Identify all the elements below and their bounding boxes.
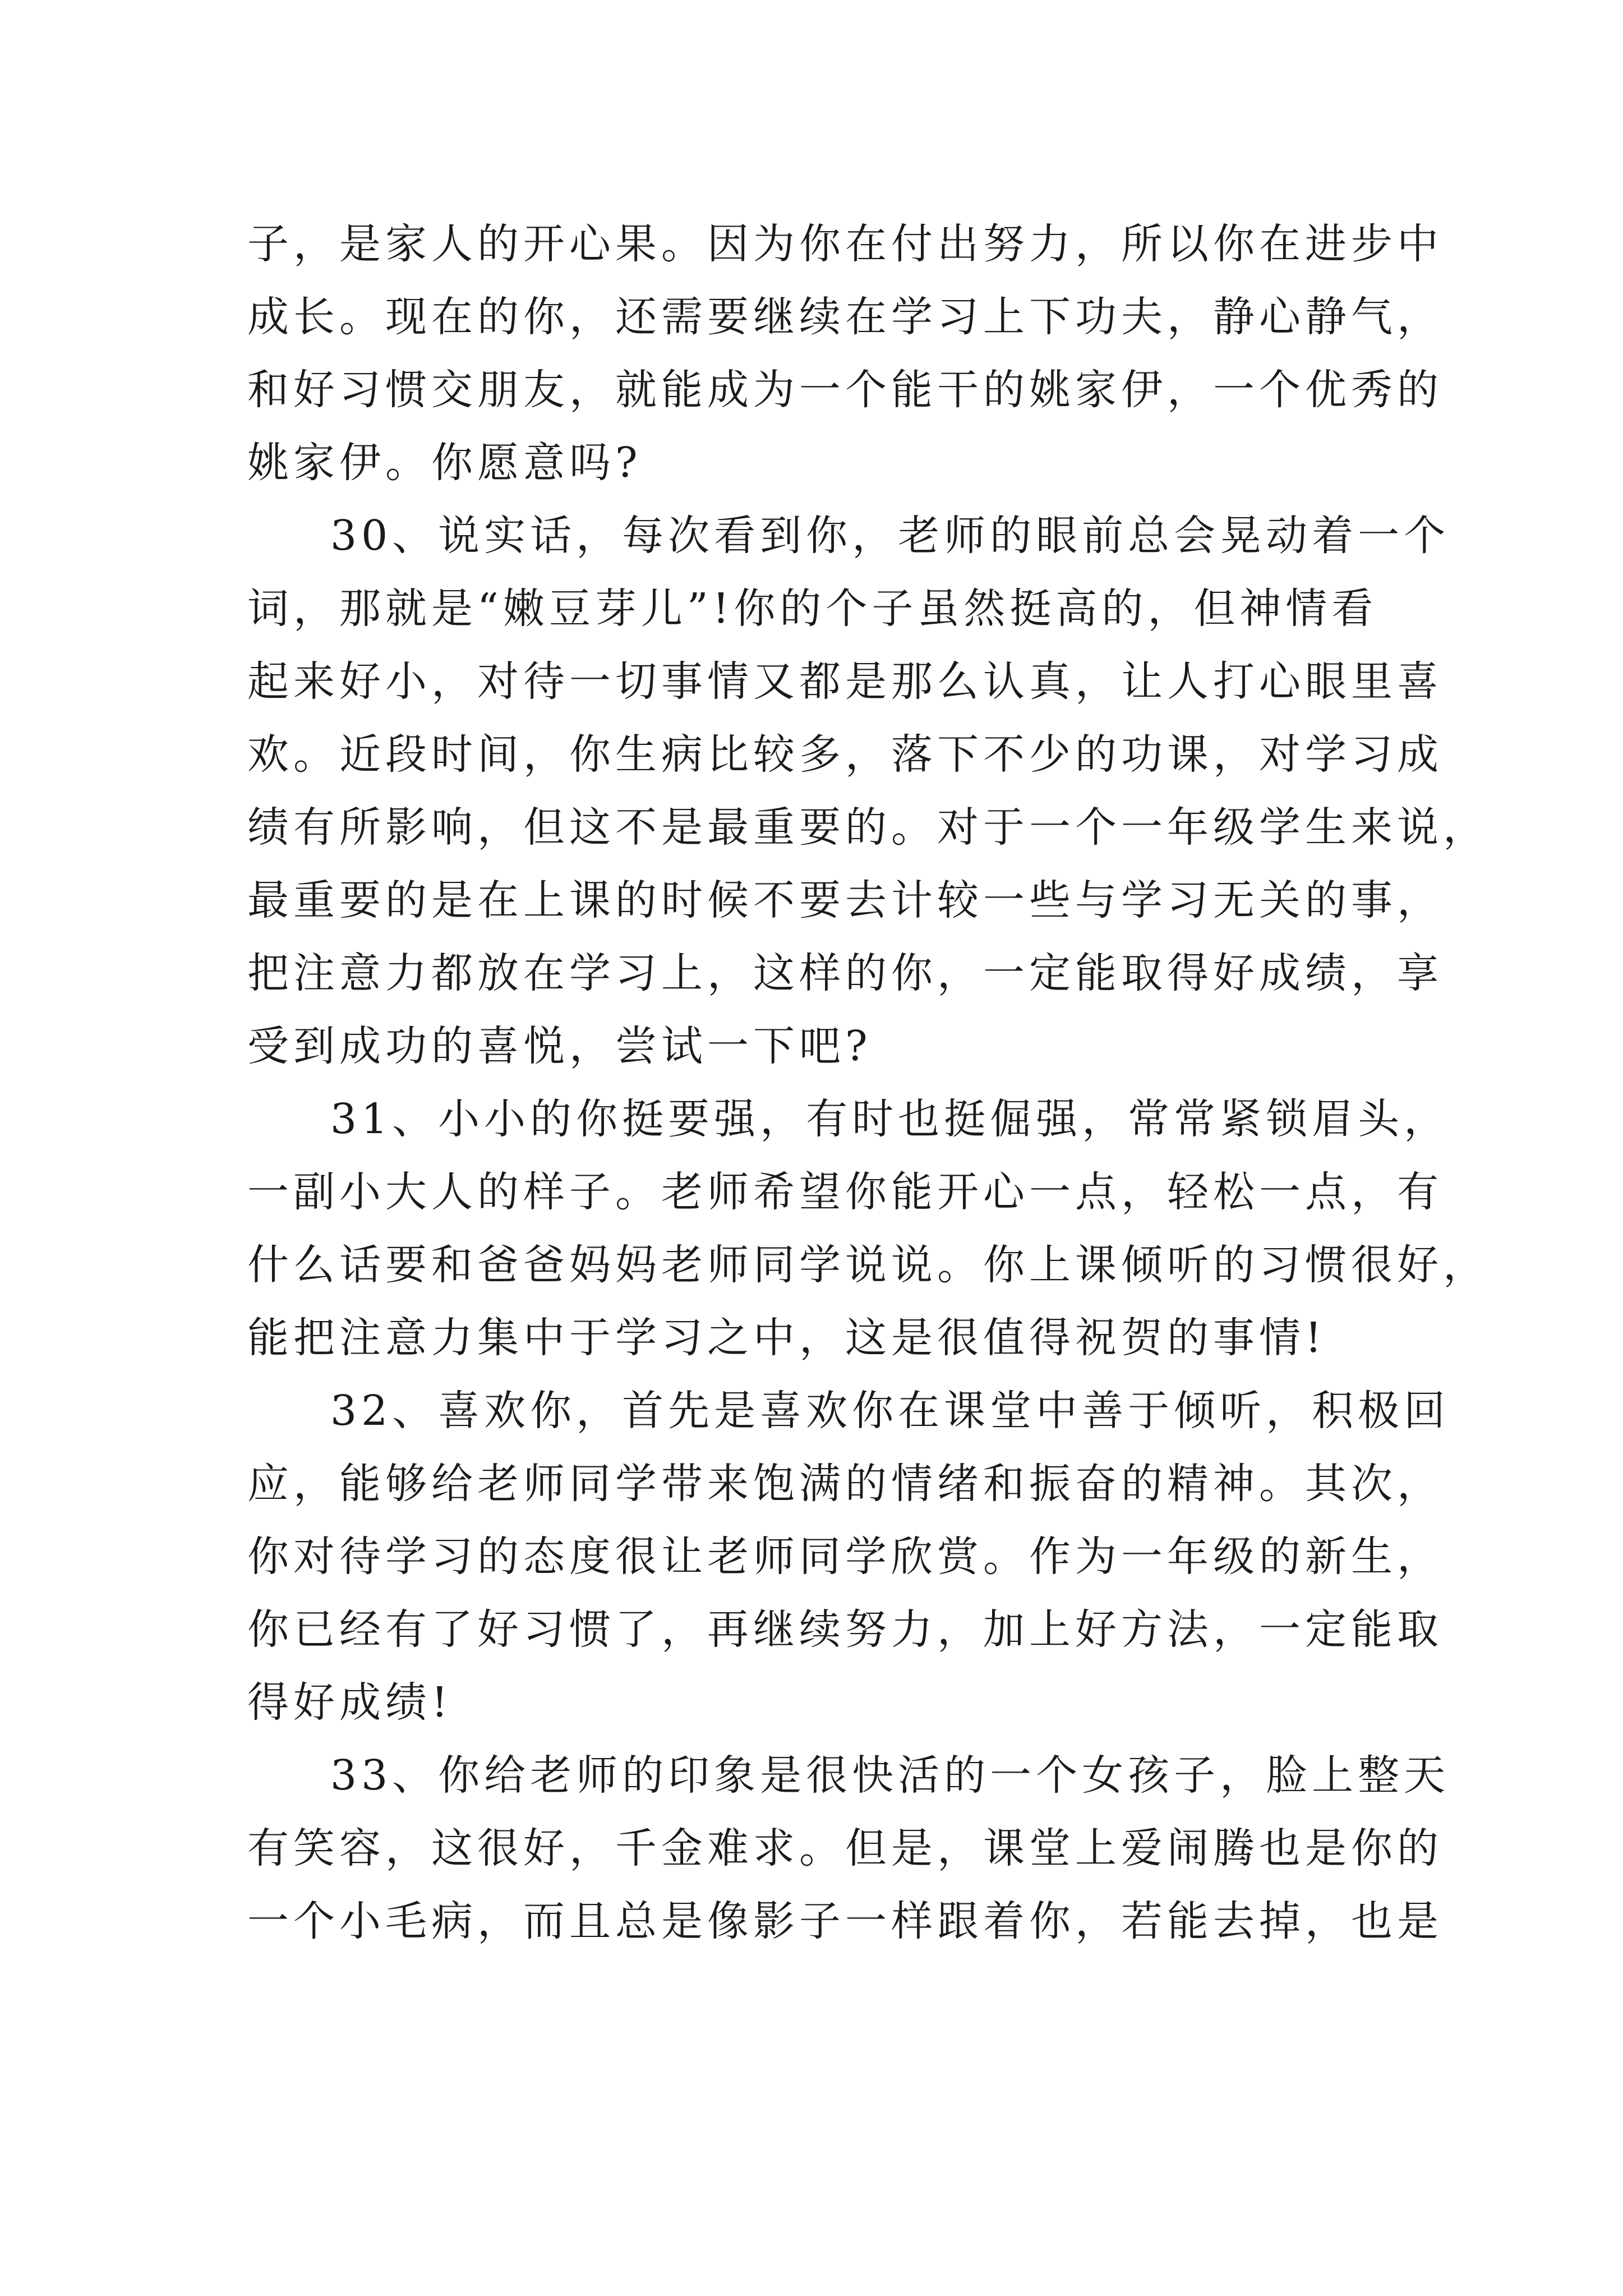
text-line: 31、小小的你挺要强，有时也挺倔强，常常紧锁眉头， (330, 1095, 1450, 1143)
text-line: 一个小毛病，而且总是像影子一样跟着你，若能去掉，也是 (247, 1897, 1443, 1945)
text-line: 应，能够给老师同学带来饱满的情绪和振奋的精神。其次， (247, 1460, 1443, 1508)
text-line: 把注意力都放在学习上，这样的你，一定能取得好成绩，享 (247, 949, 1443, 997)
text-line: 33、你给老师的印象是很快活的一个女孩子，脸上整天 (330, 1751, 1450, 1800)
text-line: 和好习惯交朋友，就能成为一个能干的姚家伊，一个优秀的 (247, 366, 1443, 414)
paragraph-continuation (247, 208, 1443, 499)
paragraph-item-32 (247, 1374, 1450, 1739)
text-line: 姚家伊。你愿意吗? (247, 439, 642, 487)
text-line: 你已经有了好习惯了，再继续努力，加上好方法，一定能取 (247, 1605, 1443, 1654)
text-line: 词，那就是“嫩豆芽儿”!你的个子虽然挺高的，但神情看 (247, 585, 1378, 633)
text-line: 成长。现在的你，还需要继续在学习上下功夫，静心静气， (247, 293, 1443, 341)
text-line: 绩有所影响，但这不是最重要的。对于一个一年级学生来说， (247, 803, 1489, 852)
text-line: 子，是家人的开心果。因为你在付出努力，所以你在进步中 (247, 220, 1443, 268)
text-line: 受到成功的喜悦，尝试一下吧? (247, 1022, 872, 1070)
text-line: 得好成绩! (247, 1678, 453, 1727)
text-line: 能把注意力集中于学习之中，这是很值得祝贺的事情! (247, 1314, 1326, 1362)
text-line: 起来好小，对待一切事情又都是那么认真，让人打心眼里喜 (247, 657, 1443, 706)
text-line: 有笑容，这很好，千金难求。但是，课堂上爱闹腾也是你的 (247, 1824, 1443, 1872)
text-line: 最重要的是在上课的时候不要去计较一些与学习无关的事， (247, 876, 1443, 924)
paragraph-item-30 (247, 499, 1489, 1083)
text-line: 32、喜欢你，首先是喜欢你在课堂中善于倾听，积极回 (330, 1387, 1450, 1435)
paragraph-item-33 (247, 1739, 1450, 1958)
text-line: 什么话要和爸爸妈妈老师同学说说。你上课倾听的习惯很好， (247, 1241, 1489, 1289)
text-line: 一副小大人的样子。老师希望你能开心一点，轻松一点，有 (247, 1168, 1443, 1216)
text-line: 你对待学习的态度很让老师同学欣赏。作为一年级的新生， (247, 1533, 1443, 1581)
document-body (247, 208, 1489, 1958)
paragraph-item-31 (247, 1083, 1489, 1374)
text-line: 欢。近段时间，你生病比较多，落下不少的功课，对学习成 (247, 730, 1443, 779)
text-line: 30、说实话，每次看到你，老师的眼前总会晃动着一个 (330, 512, 1450, 560)
